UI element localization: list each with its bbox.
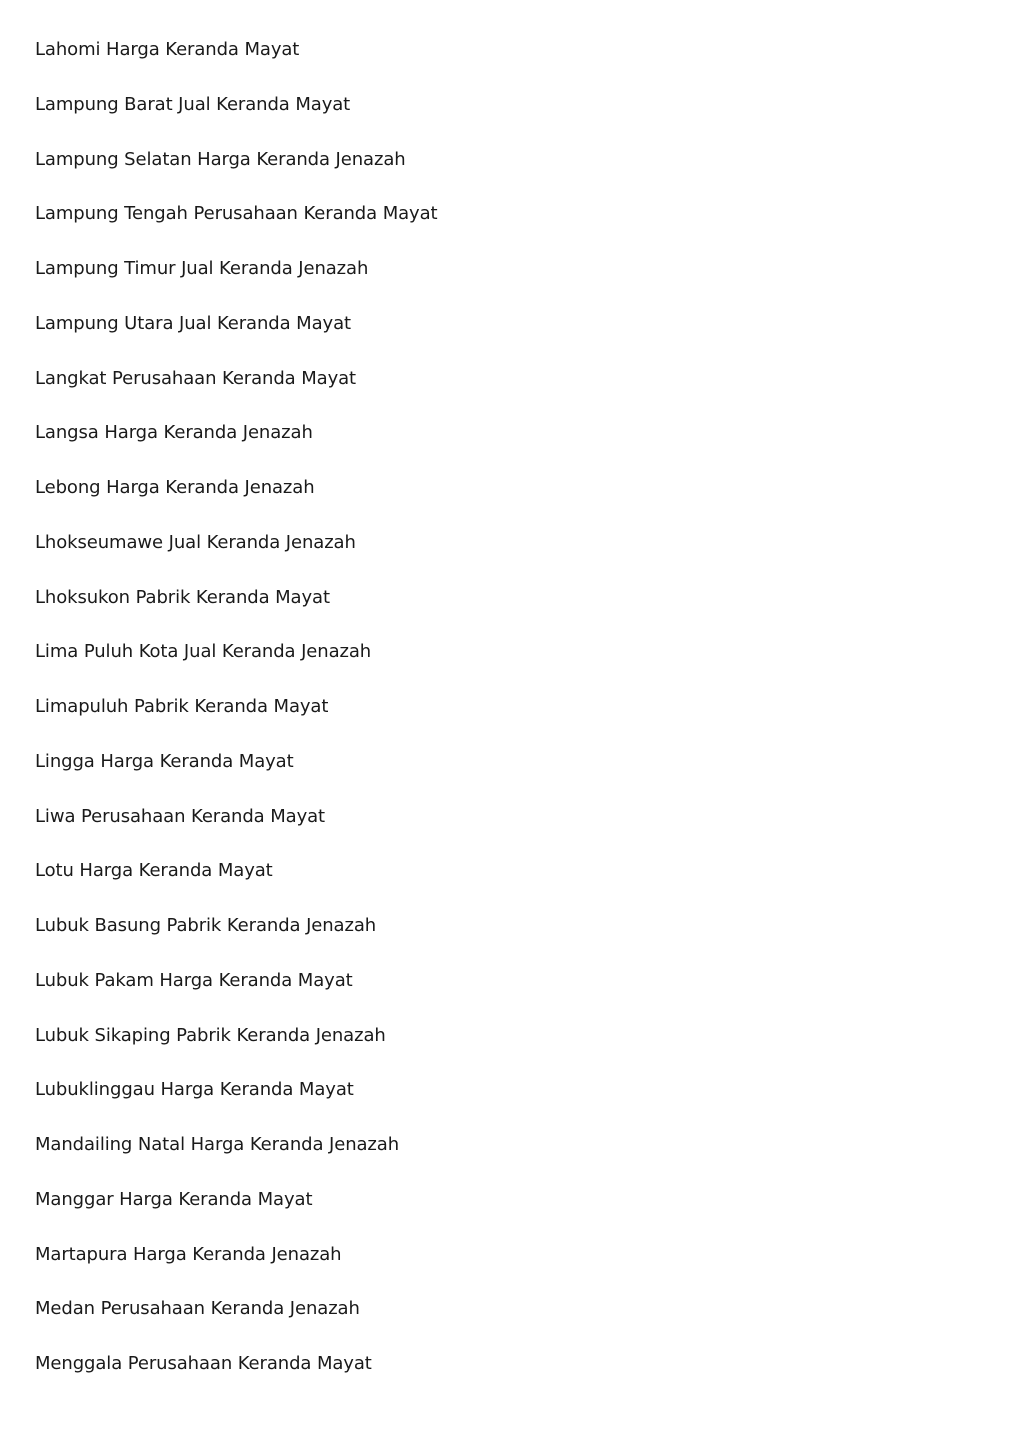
list-item: Lhoksukon Pabrik Keranda Mayat [35,586,330,608]
list-item: Medan Perusahaan Keranda Jenazah [35,1298,360,1320]
list-item: Lhokseumawe Jual Keranda Jenazah [35,531,356,553]
list-item: Liwa Perusahaan Keranda Mayat [35,805,326,827]
list-item: Lubuklinggau Harga Keranda Mayat [35,1079,354,1101]
list-item: Lebong Harga Keranda Jenazah [35,477,315,498]
list-item: Martapura Harga Keranda Jenazah [35,1243,342,1265]
list-item: Lampung Utara Jual Keranda Mayat [35,312,351,334]
list-item: Lubuk Sikaping Pabrik Keranda Jenazah [35,1024,386,1046]
list-item: Lampung Timur Jual Keranda Jenazah [35,258,369,279]
list-item: Limapuluh Pabrik Keranda Mayat [35,696,329,717]
list-item: Lubuk Basung Pabrik Keranda Jenazah [35,915,377,936]
list-item: Lampung Selatan Harga Keranda Jenazah [35,148,406,170]
list-item: Lima Puluh Kota Jual Keranda Jenazah [35,641,372,663]
list-item: Lubuk Pakam Harga Keranda Mayat [35,969,353,991]
list-item: Lampung Barat Jual Keranda Mayat [35,93,351,115]
list-item: Menggala Perusahaan Keranda Mayat [35,1353,372,1374]
list-item: Lingga Harga Keranda Mayat [35,750,294,772]
list-item: Langkat Perusahaan Keranda Mayat [35,367,357,389]
list-item: Mandailing Natal Harga Keranda Jenazah [35,1134,400,1155]
list-item: Lampung Tengah Perusahaan Keranda Mayat [35,203,438,225]
list-item: Manggar Harga Keranda Mayat [35,1188,313,1210]
location-list [35,36,438,1405]
list-item: Langsa Harga Keranda Jenazah [35,422,313,444]
list-item: Lahomi Harga Keranda Mayat [35,39,300,60]
list-item: Lotu Harga Keranda Mayat [35,860,273,882]
